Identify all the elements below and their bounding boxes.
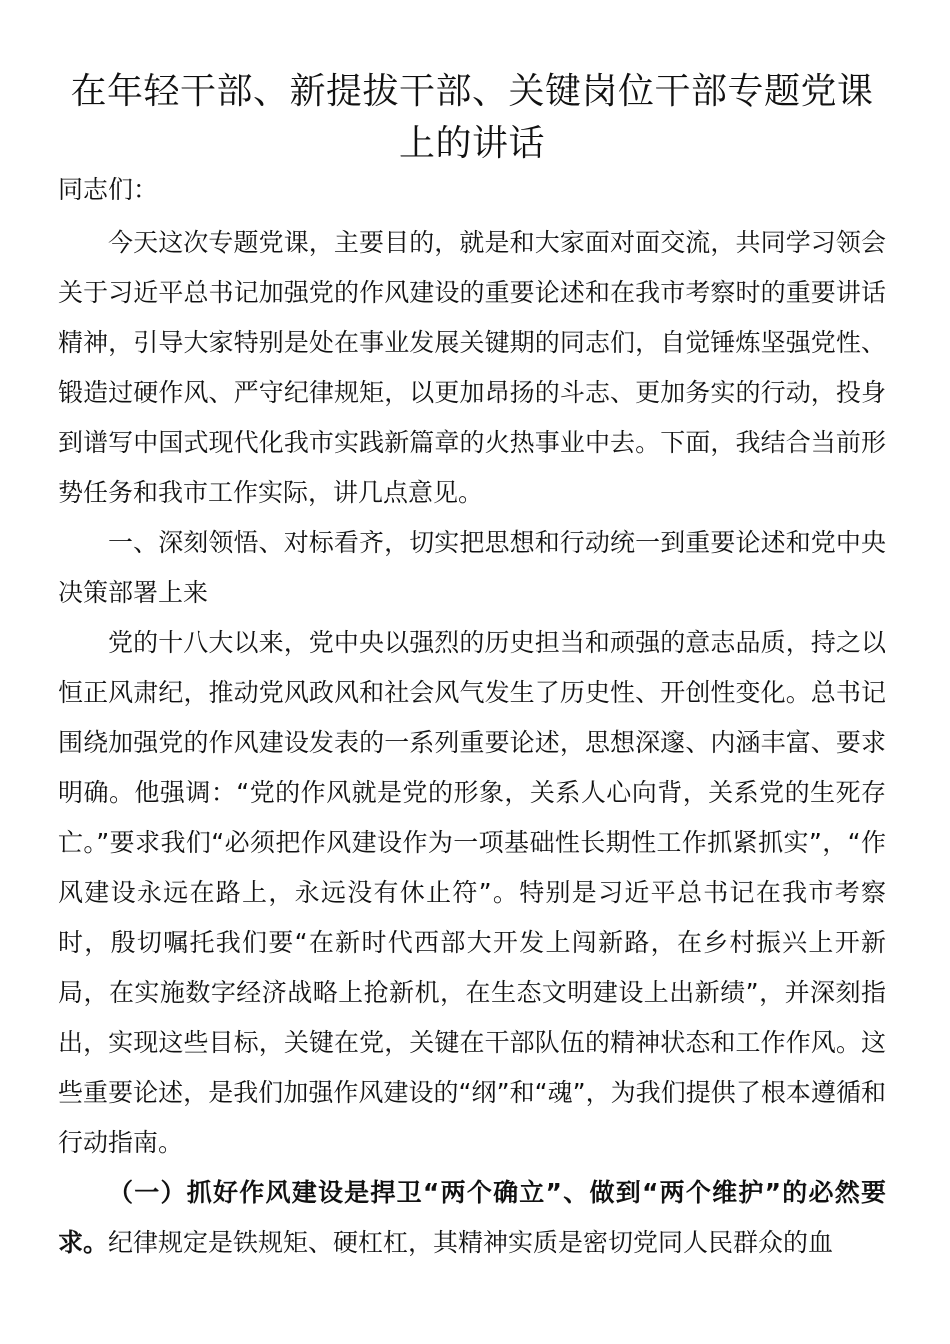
intro-paragraph: 今天这次专题党课，主要目的，就是和大家面对面交流，共同学习领会关于习近平总书记加强党的作风建设的重要论述和在我市考察时的重要讲话精神，引导大家特别是处在事业发展关键期的同志们，自觉锤炼坚强党性、锻造过硬作风、严守纪律规矩，以更加昂扬的斗志、更加务实的行动，投身到谱写中国式现代化我市实践新篇章的火热事业中去。下面，我结合当前形势任务和我市工作实际，讲几点意见。 xyxy=(58,228,886,507)
subsection-1-paragraph xyxy=(58,1168,886,1268)
subsection-1-body: 纪律规定是铁规矩、硬杠杠，其精神实质是密切党同人民群众的血 xyxy=(108,1228,834,1257)
section-1-paragraph: 党的十八大以来，党中央以强烈的历史担当和顽强的意志品质，持之以恒正风肃纪，推动党风政风和社会风气发生了历史性、开创性变化。总书记围绕加强党的作风建设发表的一系列重要论述，思想深邃、内涵丰富、要求明确。他强调：“党的作风就是党的形象，关系人心向背，关系党的生死存亡。”要求我们“必须把作风建设作为一项基础性长期性工作抓紧抓实”，“作风建设永远在路上，永远没有休止符”。特别是习近平总书记在我市考察时，殷切嘱托我们要“在新时代西部大开发上闯新路，在乡村振兴上开新局，在实施数字经济战略上抢新机，在生态文明建设上出新绩”，并深刻指出，实现这些目标，关键在党，关键在干部队伍的精神状态和工作作风。这些重要论述，是我们加强作风建设的“纲”和“魂”，为我们提供了根本遵循和行动指南。 xyxy=(58,628,886,1157)
document-title: 在年轻干部、新提拔干部、关键岗位干部专题党课上的讲话 xyxy=(70,71,874,164)
salutation: 同志们： xyxy=(58,175,159,204)
subsection-1-heading: （一）抓好作风建设是捍卫“两个确立”、做到“两个维护”的必然要求。 xyxy=(58,1178,886,1257)
section-1-heading: 一、深刻领悟、对标看齐，切实把思想和行动统一到重要论述和党中央决策部署上来 xyxy=(58,528,886,607)
document-page xyxy=(58,66,886,1268)
